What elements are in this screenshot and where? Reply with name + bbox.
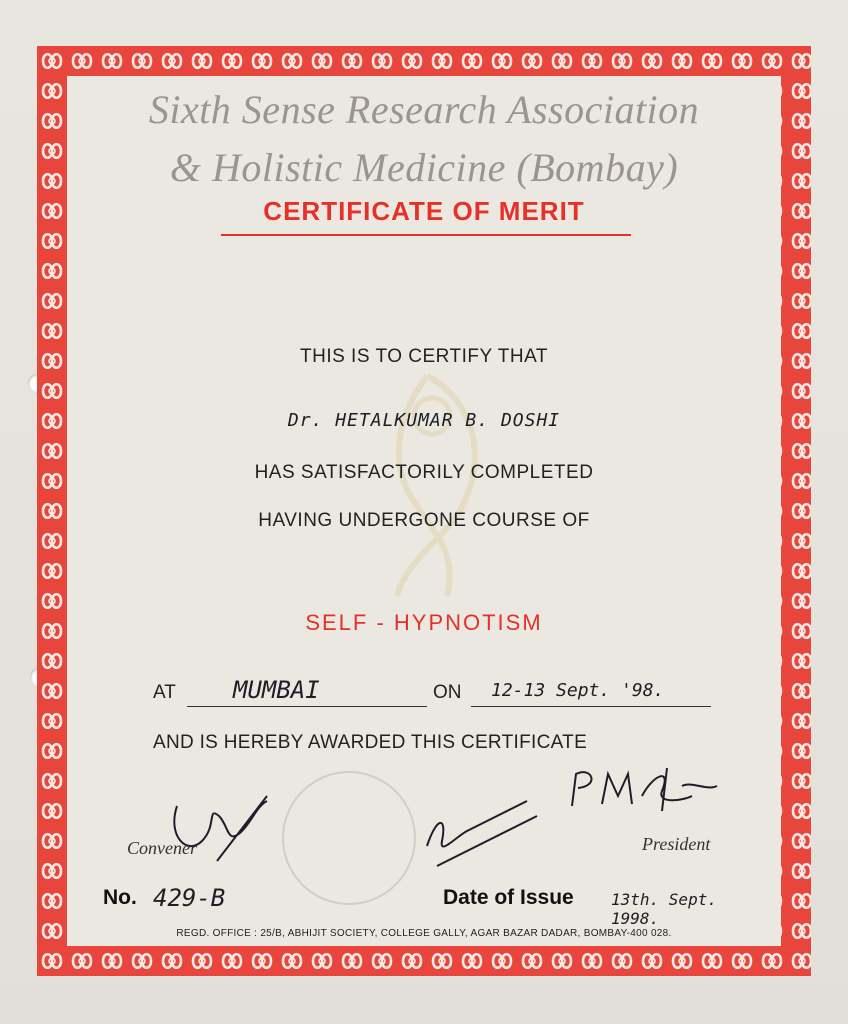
president-label: President (642, 834, 711, 854)
at-label: AT (153, 682, 176, 703)
on-label: ON (433, 682, 462, 703)
president-signature (562, 756, 732, 826)
bottom-row (103, 884, 763, 928)
convener-label: Convener (127, 838, 197, 858)
certificate-title: CERTIFICATE OF MERIT (263, 196, 585, 226)
issue-date-label: Date of Issue (443, 886, 574, 909)
org-name-line2: & Holistic Medicine (Bombay) (169, 145, 679, 190)
convener-signature (157, 786, 297, 876)
course-intro-text: HAVING UNDERGONE COURSE OF (258, 510, 590, 531)
regd-office-address: REGD. OFFICE : 25/B, ABHIJIT SOCIETY, COLLEGE GALLY, AGAR BAZAR DADAR, BOMBAY-400 028. (176, 928, 672, 939)
course-dates-value: 12-13 Sept. '98. (491, 680, 665, 701)
completed-text: HAS SATISFACTORILY COMPLETED (254, 462, 594, 483)
award-text: AND IS HEREBY AWARDED THIS CERTIFICATE (153, 732, 588, 753)
certificate-body (67, 76, 781, 946)
emblem-watermark (337, 356, 517, 616)
certificate-no-label: No. (103, 886, 137, 909)
signature-area (67, 776, 781, 886)
issue-date-value: 13th. Sept. 1998. (611, 890, 717, 928)
course-name: SELF - HYPNOTISM (305, 610, 543, 635)
certificate-no-value: 429-B (153, 884, 226, 912)
location-date-row (153, 676, 773, 712)
org-name-line1: Sixth Sense Research Association (148, 87, 700, 132)
recipient-name: Dr. HETALKUMAR B. DOSHI (287, 410, 561, 431)
title-underline (221, 234, 631, 236)
middle-signature (417, 786, 557, 876)
location-value: MUMBAI (233, 676, 320, 704)
certify-text: THIS IS TO CERTIFY THAT (300, 346, 548, 367)
